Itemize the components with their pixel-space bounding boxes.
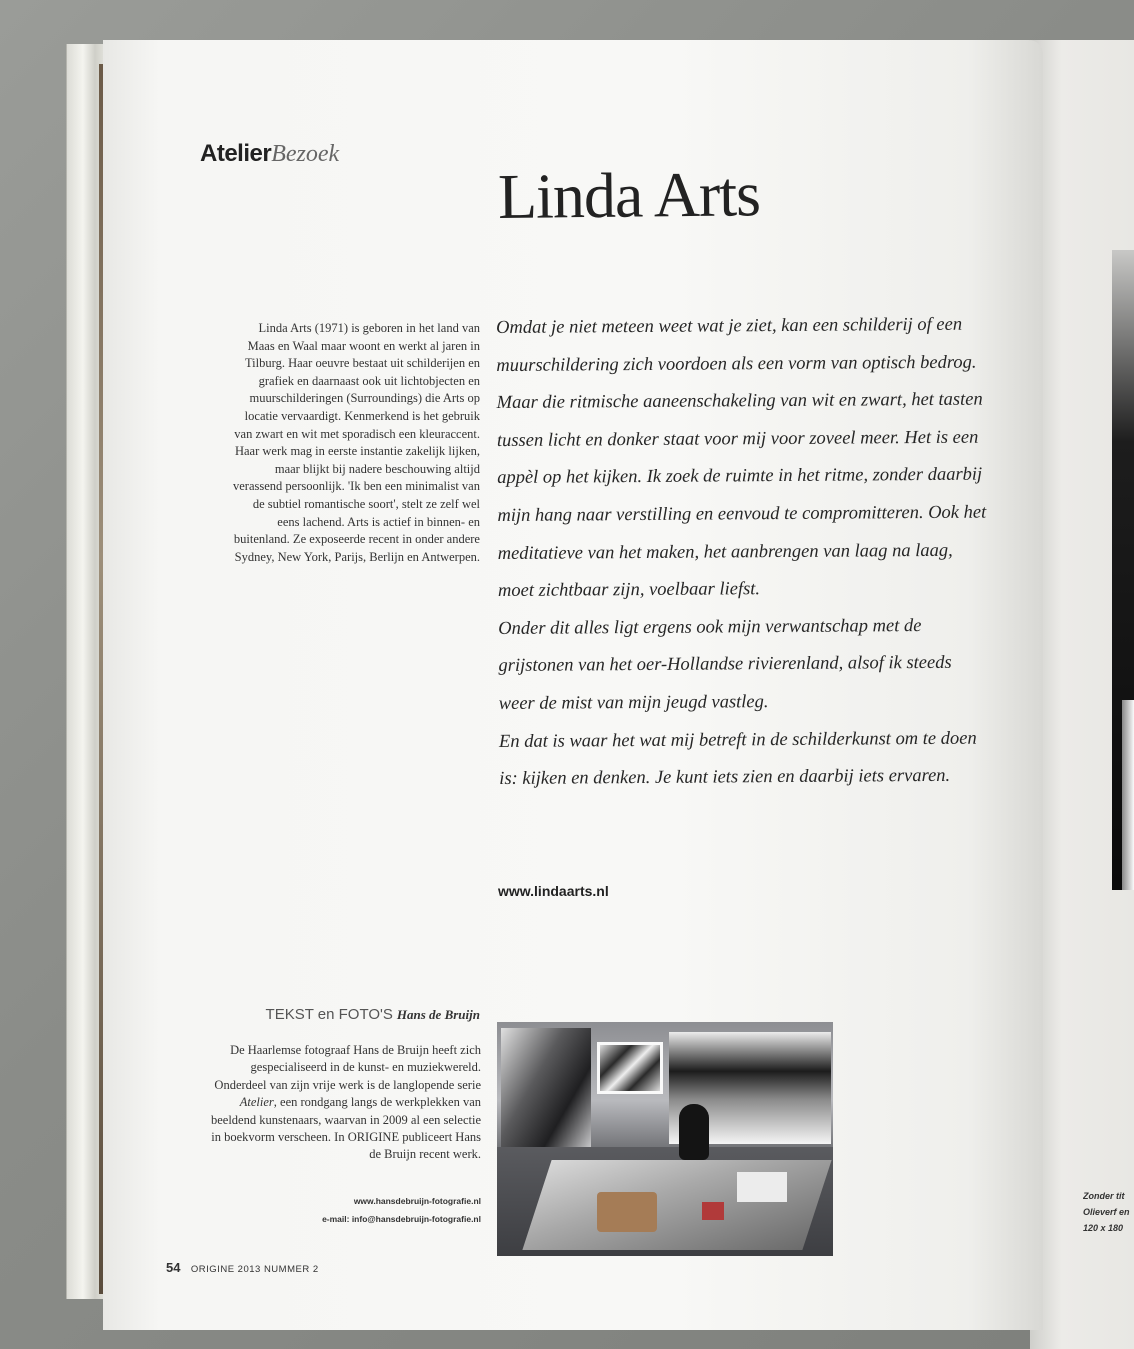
section-label-strong: Atelier	[200, 140, 272, 167]
photographer-bio-text: , een rondgang langs de werkplekken van beeldend kunstenaars, waarvan in 2009 al een selectie in boekvorm verscheen. In ORIGINE publiceert Hans de Bruijn recent werk.	[210, 1095, 481, 1162]
artist-bio: Linda Arts (1971) is geboren in het land van Maas en Waal maar woont en werkt al jaren in Tilburg. Haar oeuvre bestaat uit schilderijen en grafiek en daarnaast ook uit lichtobjecten en muurschilderingen (Surroundings) die Arts op locatie vervaardigt. Kenmerkend is het gebruik van zwart en wit met sporadisch een kleuraccent. Haar werk mag in eerste instantie zakelijk lijken, maar blijkt bij nadere beschouwing altijd verassend persoonlijk. 'Ik ben een minimalist van de subtiel romantische soort', stelt ze zelf wel eens lachend. Arts is actief in binnen- en buitenland. Ze exposeerde recent in onder andere Sydney, New York, Parijs, Berlijn en Antwerpen.	[233, 321, 480, 564]
credit-label: TEKST en FOTO'S	[265, 1006, 393, 1023]
quote-paragraph: Omdat je niet meteen weet wat je ziet, kan een schilderij of een muurschildering zich voordoen als een vorm van optisch bedrog. Maar die ritmische aaneenschakeling van wit en zwart, het tasten tussen licht en donker staat voor mij voor zoveel meer. Het is een appèl op het kijken. Ik zoek de ruimte in het ritme, zonder daarbij mijn hang naar verstilling en eenvoud te compromitteren. Ook het meditatieve van het maken, het aanbrengen van laag na laag, moet zichtbaar zijn, voelbaar liefst.	[496, 314, 987, 602]
page-folio	[166, 1259, 319, 1277]
photo-painting	[597, 1042, 663, 1094]
article-headline: Linda Arts	[497, 158, 761, 232]
photo-credit	[200, 1006, 480, 1024]
page-number: 54	[166, 1260, 181, 1275]
next-page-caption-line: Olieverf en	[1083, 1207, 1130, 1217]
quote-paragraph: En dat is waar het wat mij betreft in de schilderkunst om te doen is: kijken en denken. Je kunt iets zien en daarbij iets ervaren.	[498, 728, 977, 790]
photo-artist-figure	[679, 1104, 709, 1160]
photo-supplies	[737, 1172, 787, 1202]
section-label-light: Bezoek	[271, 141, 340, 167]
photographer-website-link[interactable]: www.hansdebruijn-fotografie.nl	[353, 1196, 481, 1206]
magazine-issue: ORIGINE 2013 NUMMER 2	[190, 1264, 319, 1275]
next-page-artwork-detail	[1122, 700, 1134, 890]
next-page-caption	[1083, 1188, 1134, 1236]
photographer-bio-text: De Haarlemse fotograaf Hans de Bruijn heeft zich gespecialiseerd in de kunst- en muziekwereld. Onderdeel van zijn vrije werk is de langlopende serie	[214, 1043, 481, 1092]
photographer-bio	[200, 1042, 481, 1164]
photo-supplies	[597, 1192, 657, 1232]
photo-painting	[501, 1028, 591, 1148]
artist-quote	[496, 307, 989, 799]
studio-photo	[497, 1022, 833, 1256]
photographer-contact	[200, 1192, 481, 1228]
quote-paragraph: Onder dit alles ligt ergens ook mijn verwantschap met de grijstonen van het oer-Hollandse rivierenland, alsof ik steeds weer de mist van mijn jeugd vastleg.	[498, 615, 952, 714]
next-page-caption-line: Zonder tit	[1083, 1191, 1125, 1201]
photographer-bio-series: Atelier	[239, 1095, 274, 1110]
next-page-caption-line: 120 x 180	[1083, 1223, 1124, 1233]
page-stack-edge	[66, 44, 107, 1299]
credit-name: Hans de Bruijn	[396, 1007, 480, 1022]
artist-website-link[interactable]: www.lindaarts.nl	[498, 883, 609, 899]
section-label	[200, 140, 339, 168]
photo-supplies	[702, 1202, 724, 1220]
photographer-email-link[interactable]: e-mail: info@hansdebruijn-fotografie.nl	[322, 1214, 481, 1224]
